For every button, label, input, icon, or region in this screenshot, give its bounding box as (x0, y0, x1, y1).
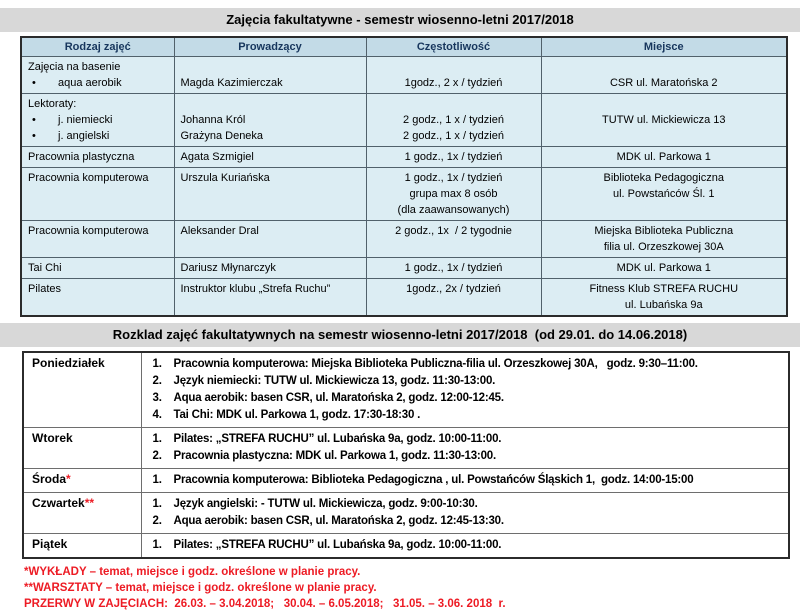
cell-line: Grażyna Deneka (180, 130, 264, 142)
cell-line: Fitness Klub STREFA RUCHU (589, 283, 739, 295)
cell-line: grupa max 8 osób (409, 188, 498, 200)
cell-line: Aleksander Dral (180, 225, 259, 237)
cell-line: MDK ul. Parkowa 1 (616, 262, 711, 274)
day-label: Środa (32, 472, 67, 486)
day-items-cell (141, 352, 789, 428)
cell-line (28, 75, 168, 91)
activity-row (21, 94, 787, 147)
footnote-line: PRZERWY W ZAJĘCIACH: 26.03. – 3.04.2018; 30.04. – 6.05.2018; 31.05. – 3.06. 2018 r. (24, 598, 506, 610)
activity-row (21, 147, 787, 168)
cell-line: 1 godz., 1x / tydzień (404, 172, 503, 184)
weekly-schedule-table (22, 351, 790, 559)
col-header-czestotliwosc: Częstotliwość (366, 37, 541, 57)
schedule-item: Język niemiecki: TUTW ul. Mickiewicza 13, godz. 11:30-13:00. (173, 375, 496, 387)
day-label: Poniedziałek (32, 356, 105, 370)
location-cell (541, 57, 787, 94)
location-cell (541, 94, 787, 147)
instructor-cell (174, 168, 366, 221)
location-cell (541, 279, 787, 317)
cell-line: Magda Kazimierczak (180, 77, 283, 89)
cell-line: 2 godz., 1 x / tydzień (403, 130, 504, 142)
day-items-cell (141, 469, 789, 493)
day-label: Czwartek (32, 496, 85, 510)
day-asterisk: ** (84, 496, 95, 510)
activity-row (21, 168, 787, 221)
schedule-row (23, 352, 789, 428)
cell-line: Dariusz Młynarczyk (180, 262, 276, 274)
frequency-cell (366, 221, 541, 258)
cell-line: ul. Powstańców Śl. 1 (613, 188, 715, 200)
instructor-cell (174, 258, 366, 279)
cell-line: Lektoraty: (28, 98, 77, 110)
cell-line: 1godz., 2 x / tydzień (404, 77, 503, 89)
schedule-item: Język angielski: - TUTW ul. Mickiewicza, godz. 9:00-10:30. (173, 498, 478, 510)
frequency-cell (366, 258, 541, 279)
day-label: Piątek (32, 537, 68, 551)
frequency-cell (366, 279, 541, 317)
instructor-cell (174, 147, 366, 168)
bullet-icon: • (32, 130, 36, 142)
activities-header-row (21, 37, 787, 57)
location-cell (541, 258, 787, 279)
cell-line: (dla zaawansowanych) (397, 204, 510, 216)
cell-line-text: j. angielski (58, 130, 110, 142)
cell-line: MDK ul. Parkowa 1 (616, 151, 711, 163)
cell-line: Zajęcia na basenie (28, 61, 121, 73)
day-label: Wtorek (32, 431, 73, 445)
footnotes (24, 564, 800, 612)
cell-line: Pracownia komputerowa (28, 225, 149, 237)
schedule-item: Tai Chi: MDK ul. Parkowa 1, godz. 17:30-18:30 . (173, 409, 421, 421)
cell-line: filia ul. Orzeszkowej 30A (603, 241, 724, 253)
activity-cell (21, 147, 174, 168)
cell-line: ul. Lubańska 9a (624, 299, 703, 311)
schedule-item: Aqua aerobik: basen CSR, ul. Maratońska 2, godz. 12:45-13:30. (173, 515, 504, 527)
instructor-cell (174, 57, 366, 94)
cell-line: Johanna Król (180, 114, 246, 126)
cell-line: Miejska Biblioteka Publiczna (594, 225, 734, 237)
schedule-row (23, 534, 789, 559)
activity-row (21, 57, 787, 94)
instructor-cell (174, 279, 366, 317)
cell-line-text: j. niemiecki (58, 114, 113, 126)
schedule-item: Pracownia komputerowa: Biblioteka Pedagogiczna , ul. Powstańców Śląskich 1, godz. 14:00-15:00 (173, 474, 694, 486)
cell-line: Biblioteka Pedagogiczna (603, 172, 724, 184)
cell-line: Pracownia plastyczna (28, 151, 135, 163)
schedule-row (23, 428, 789, 469)
cell-line-text: aqua aerobik (58, 77, 122, 89)
footnote-line: *WYKŁADY – temat, miejsce i godz. określone w planie pracy. (24, 566, 361, 578)
bullet-icon: • (32, 114, 36, 126)
cell-line: CSR ul. Maratońska 2 (609, 77, 718, 89)
cell-line (28, 128, 168, 144)
frequency-cell (366, 147, 541, 168)
day-cell (23, 493, 141, 534)
frequency-cell (366, 57, 541, 94)
activity-row (21, 258, 787, 279)
cell-line: 1 godz., 1x / tydzień (404, 151, 503, 163)
day-items-cell (141, 493, 789, 534)
activity-row (21, 221, 787, 258)
activity-cell (21, 221, 174, 258)
instructor-cell (174, 94, 366, 147)
cell-line (28, 112, 168, 128)
frequency-cell (366, 168, 541, 221)
schedule-item: Aqua aerobik: basen CSR, ul. Maratońska 2, godz. 12:00-12:45. (173, 392, 504, 404)
cell-line: 2 godz., 1 x / tydzień (403, 114, 504, 126)
frequency-cell (366, 94, 541, 147)
activity-cell (21, 258, 174, 279)
col-header-prowadzacy: Prowadzący (174, 37, 366, 57)
schedule-row (23, 493, 789, 534)
location-cell (541, 168, 787, 221)
col-header-miejsce: Miejsce (541, 37, 787, 57)
cell-line: 1 godz., 1x / tydzień (404, 262, 503, 274)
cell-line: Pilates (28, 283, 62, 295)
cell-line: TUTW ul. Mickiewicza 13 (602, 114, 726, 126)
col-header-rodzaj: Rodzaj zajęć (21, 37, 174, 57)
day-cell (23, 534, 141, 559)
schedule-item: Pilates: „STREFA RUCHU” ul. Lubańska 9a, godz. 10:00-11:00. (173, 433, 502, 445)
section1-title: Zajęcia fakultatywne - semestr wiosenno-letni 2017/2018 (0, 8, 800, 32)
cell-line: 2 godz., 1x / 2 tygodnie (395, 225, 512, 237)
activity-row (21, 279, 787, 317)
activity-cell (21, 279, 174, 317)
activity-cell (21, 168, 174, 221)
cell-line: Urszula Kuriańska (180, 172, 270, 184)
schedule-item: Pilates: „STREFA RUCHU” ul. Lubańska 9a, godz. 10:00-11:00. (173, 539, 502, 551)
location-cell (541, 147, 787, 168)
day-asterisk: * (66, 472, 71, 486)
footnote-line: **WARSZTATY – temat, miejsce i godz. określone w planie pracy. (24, 582, 377, 594)
cell-line: Agata Szmigiel (180, 151, 254, 163)
schedule-row (23, 469, 789, 493)
day-items-cell (141, 534, 789, 559)
bullet-icon: • (32, 77, 36, 89)
instructor-cell (174, 221, 366, 258)
activities-table (20, 36, 788, 317)
schedule-item: Pracownia komputerowa: Miejska Biblioteka Publiczna-filia ul. Orzeszkowej 30A, godz. 9:30–11:00. (173, 358, 698, 370)
cell-line: Instruktor klubu „Strefa Ruchu” (180, 283, 331, 295)
cell-line: Pracownia komputerowa (28, 172, 149, 184)
activity-cell (21, 94, 174, 147)
document-page (0, 8, 800, 608)
location-cell (541, 221, 787, 258)
activity-cell (21, 57, 174, 94)
schedule-item: Pracownia plastyczna: MDK ul. Parkowa 1, godz. 11:30-13:00. (173, 450, 496, 462)
day-cell (23, 428, 141, 469)
cell-line: 1godz., 2x / tydzień (406, 283, 501, 295)
day-cell (23, 469, 141, 493)
day-cell (23, 352, 141, 428)
day-items-cell (141, 428, 789, 469)
cell-line: Tai Chi (28, 262, 62, 274)
section2-title: Rozklad zajęć fakultatywnych na semestr wiosenno-letni 2017/2018 (od 29.01. do 14.06.2018) (0, 323, 800, 347)
